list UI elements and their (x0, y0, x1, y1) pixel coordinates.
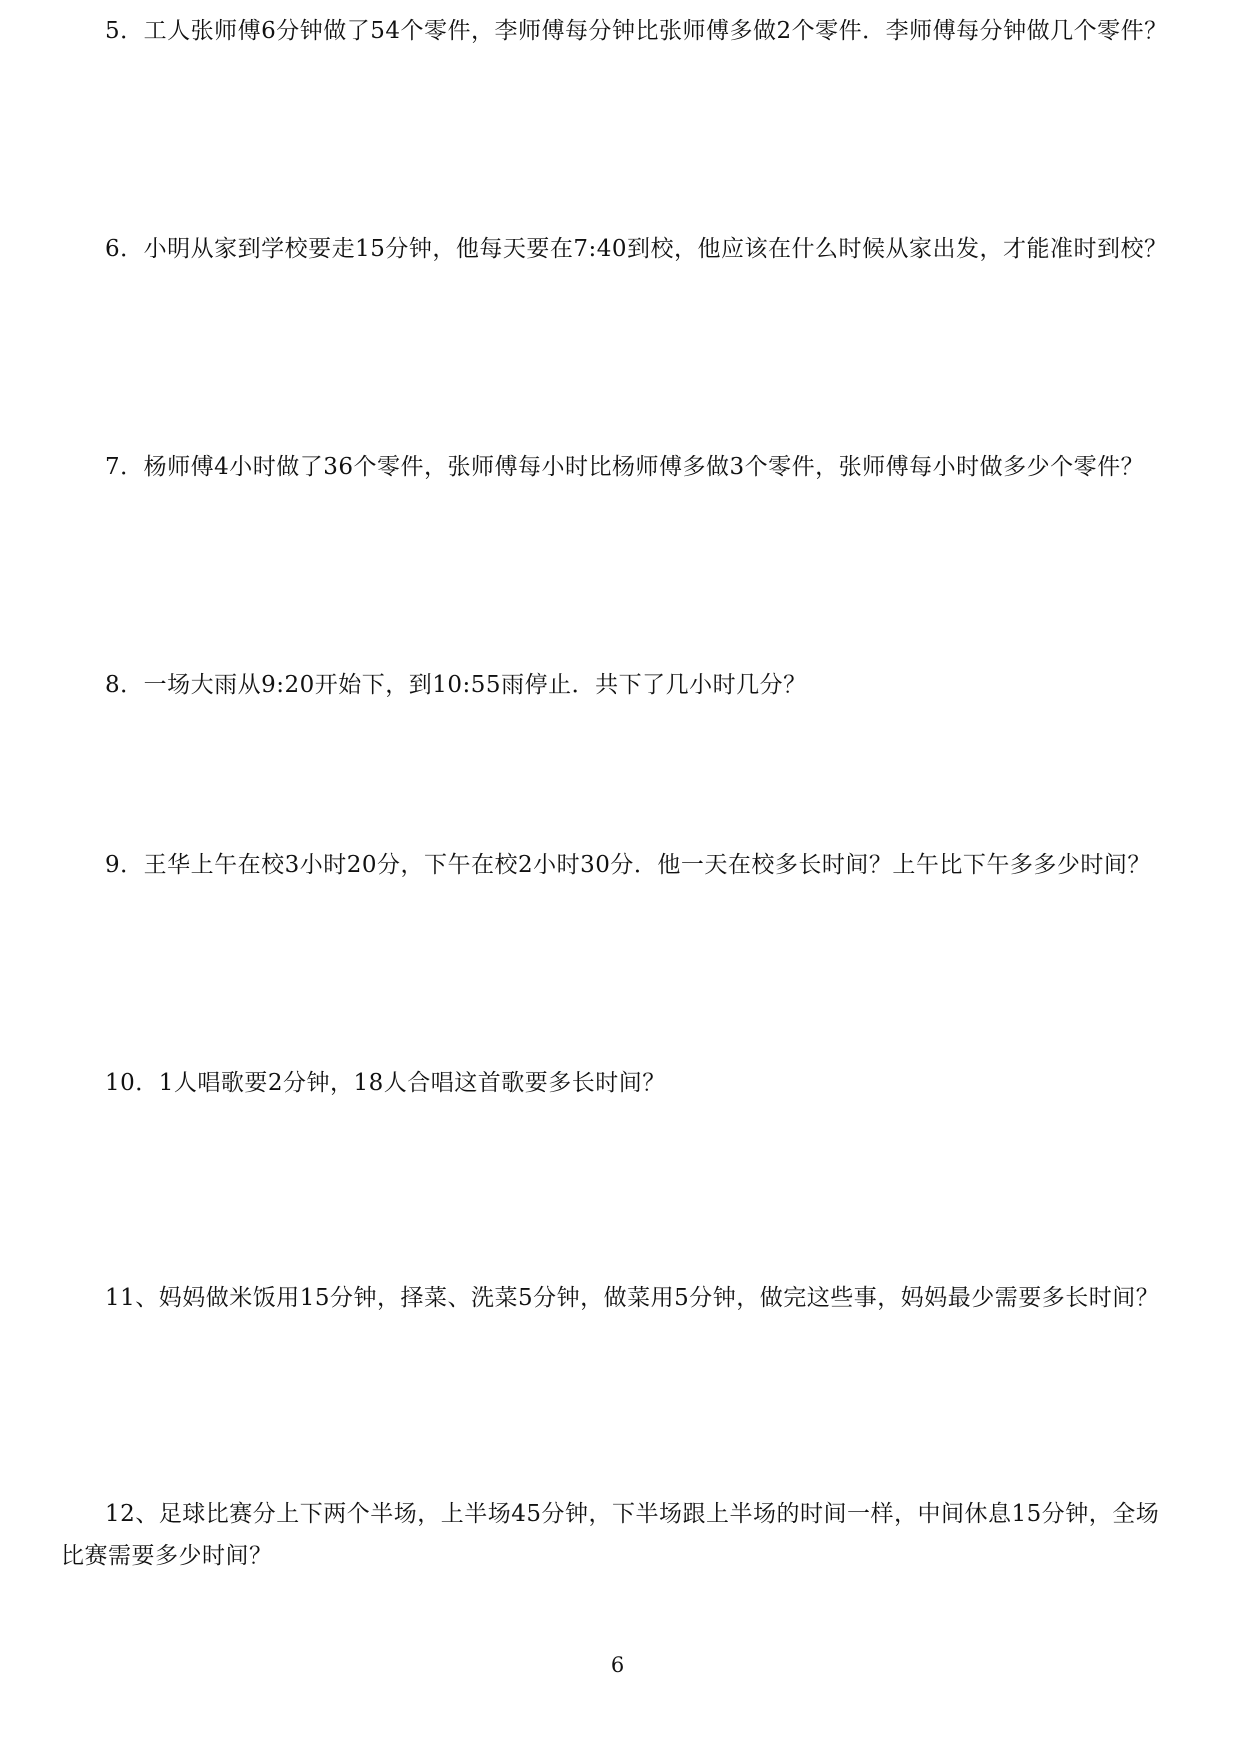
question-7: 7．杨师傅4小时做了36个零件，张师傅每小时比杨师傅多做3个零件，张师傅每小时做多少个零件？ (105, 454, 1145, 480)
question-6: 6．小明从家到学校要走15分钟，他每天要在7:40到校，他应该在什么时候从家出发，才能准时到校？ (105, 236, 1168, 262)
question-9: 9．王华上午在校3小时20分，下午在校2小时30分．他一天在校多长时间？上午比下午多多少时间？ (105, 852, 1151, 878)
page-number: 6 (610, 1653, 625, 1677)
question-11: 11、妈妈做米饭用15分钟，择菜、洗菜5分钟，做菜用5分钟，做完这些事，妈妈最少需要多长时间？ (105, 1285, 1160, 1311)
question-10: 10．1人唱歌要2分钟，18人合唱这首歌要多长时间？ (105, 1070, 666, 1096)
question-5: 5．工人张师傅6分钟做了54个零件，李师傅每分钟比张师傅多做2个零件．李师傅每分钟做几个零件？ (105, 18, 1168, 44)
question-8: 8．一场大雨从9:20开始下，到10:55雨停止．共下了几小时几分？ (105, 672, 807, 698)
question-12: 12、足球比赛分上下两个半场，上半场45分钟，下半场跟上半场的时间一样，中间休息15分钟，全场比赛需要多少时间？ (61, 1501, 1160, 1569)
